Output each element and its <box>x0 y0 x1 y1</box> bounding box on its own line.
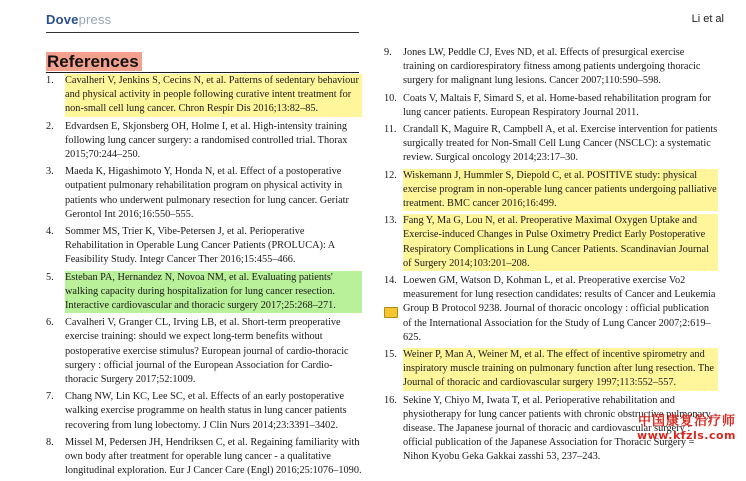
reference-text: Edvardsen E, Skjonsberg OH, Holme I, et al. High-intensity training following lung cancer surgery: a randomised controlled trial. Thorax 2015;70:244–250. <box>65 120 348 161</box>
reference-list-left <box>46 74 362 481</box>
reference-number: 6. <box>46 317 54 329</box>
reference-number: 16. <box>384 394 397 406</box>
reference-number: 3. <box>46 166 54 178</box>
reference-number: 9. <box>384 47 392 58</box>
reference-item <box>46 436 362 479</box>
reference-text: Wiskemann J, Hummler S, Diepold C, et al. POSITIVE study: physical exercise program in non-operable lung cancer patients undergoing palliative treatment. BMC cancer 2016;16:499. <box>403 169 718 212</box>
reference-item <box>46 316 362 387</box>
reference-text: Crandall K, Maguire R, Campbell A, et al. Exercise intervention for patients surgically treated for Non-Small Cell Lung Cancer (NSCLC): a systematic review. Surgical oncology 2014;23:17–30. <box>403 124 718 164</box>
reference-list-right <box>384 46 718 468</box>
reference-text: Missel M, Pedersen JH, Hendriksen C, et al. Regaining familiarity with own body after treatment for operable lung cancer - a qualitative longitudinal exploration. Eur J Cancer Care (Engl) 2016;25:1076–1090. <box>65 436 362 477</box>
sticky-note-icon[interactable] <box>384 307 398 318</box>
watermark-line-1: 中国康复治疗师 <box>637 414 736 429</box>
reference-text: Maeda K, Higashimoto Y, Honda N, et al. Effect of a postoperative outpatient pulmonary rehabilitation program on physical activity in patients who underwent pulmonary resection for lung cancer. Geriatr Gerontol Int 2016;16:550–555. <box>65 166 349 220</box>
reference-text: Sommer MS, Trier K, Vibe-Petersen J, et al. Perioperative Rehabilitation in Operable Lung Cancer Patients (PROLUCA): A Feasibility Study. Integr Cancer Ther 2016;15:455–466. <box>65 226 335 266</box>
reference-number: 7. <box>46 391 54 403</box>
reference-text: Loewen GM, Watson D, Kohman L, et al. Preoperative exercise Vo2 measurement for lung resection candidates: results of Cancer and Leukemia Group B Protocol 9238. Journal of thoracic oncology : official publication of the International Association for the Study of Lung Cancer 2007;2:619–625. <box>403 275 716 343</box>
reference-item <box>384 92 718 120</box>
reference-number: 1. <box>46 75 54 86</box>
reference-text: Jones LW, Peddle CJ, Eves ND, et al. Effects of presurgical exercise training on cardiorespiratory fitness among patients undergoing thoracic surgery for malignant lung lesions. Cancer 2007;110:590–598. <box>403 47 701 87</box>
reference-item <box>384 274 718 345</box>
section-title-underline <box>46 72 359 73</box>
header-rule <box>46 32 359 33</box>
reference-item <box>46 120 362 163</box>
publisher-logo <box>46 12 111 27</box>
reference-number: 13. <box>384 215 397 227</box>
section-title: References <box>46 52 142 71</box>
reference-item <box>46 390 362 433</box>
brand-part-1: Dove <box>46 12 79 27</box>
reference-item <box>46 74 362 117</box>
reference-number: 15. <box>384 349 397 361</box>
reference-text: Chang NW, Lin KC, Lee SC, et al. Effects of an early postoperative walking exercise programme on health status in lung cancer patients recovering from lung lobectomy. J Clin Nurs 2014;23:3391–3402. <box>65 391 347 431</box>
reference-item <box>384 46 718 89</box>
reference-text: Weiner P, Man A, Weiner M, et al. The effect of incentive spirometry and inspiratory muscle training on pulmonary function after lung resection. The Journal of thoracic and cardiovascular surgery 1997;113:552–557. <box>403 348 718 391</box>
site-watermark <box>637 414 736 442</box>
reference-number: 10. <box>384 92 397 104</box>
reference-item <box>384 123 718 166</box>
reference-item <box>46 225 362 268</box>
reference-number: 14. <box>384 275 397 287</box>
running-head: Li et al <box>691 13 724 25</box>
reference-number: 5. <box>46 271 54 283</box>
reference-text: Esteban PA, Hernandez N, Novoa NM, et al. Evaluating patients' walking capacity during hospitalization for lung cancer resection. Interactive cardiovascular and thoracic surgery 2017;25:268–271. <box>65 271 362 314</box>
reference-item <box>384 348 718 391</box>
reference-item <box>384 214 718 271</box>
reference-text: Sekine Y, Chiyo M, Iwata T, et al. Perioperative rehabilitation and physiotherapy for lung cancer patients with chronic obstructive pulmonary disease. The Japanese journal of thoracic and cardiovascular surgery : official publication of the Japanese Association for Thoracic Surgery = Nihon Kyobu Geka Gakkai zasshi 53, 237–243. <box>403 394 711 463</box>
reference-item <box>46 271 362 314</box>
brand-part-2: press <box>78 12 112 27</box>
reference-text: Cavalheri V, Jenkins S, Cecins N, et al. Patterns of sedentary behaviour and physical activity in people following curative intent treatment for non-small cell lung cancer. Chron Respir Dis 2016;13:82–85. <box>65 74 362 117</box>
reference-text: Coats V, Maltais F, Simard S, et al. Home-based rehabilitation program for lung cancer patients. European Respiratory Journal 2011. <box>403 92 711 118</box>
reference-number: 8. <box>46 436 54 448</box>
reference-number: 12. <box>384 169 397 181</box>
reference-number: 4. <box>46 226 54 238</box>
reference-item <box>46 165 362 222</box>
reference-item <box>384 169 718 212</box>
reference-number: 2. <box>46 120 54 132</box>
reference-text: Fang Y, Ma G, Lou N, et al. Preoperative Maximal Oxygen Uptake and Exercise-induced Changes in Pulse Oximetry Predict Early Postoperative Respiratory Complications in Lung Cancer Patients. Scandinavian Journal of Surgery 2014;103:201–208. <box>403 214 718 271</box>
reference-number: 11. <box>384 124 397 136</box>
watermark-line-2: www.kfzls.com <box>636 429 736 442</box>
reference-text: Cavalheri V, Granger CL, Irving LB, et al. Short-term preoperative exercise training: should we expect long-term benefits without postoperative exercise stimulus? European journal of cardio-thoracic surgery : official journal of the European Association for Cardio-thoracic Surgery 2017;52:1009. <box>65 317 349 386</box>
